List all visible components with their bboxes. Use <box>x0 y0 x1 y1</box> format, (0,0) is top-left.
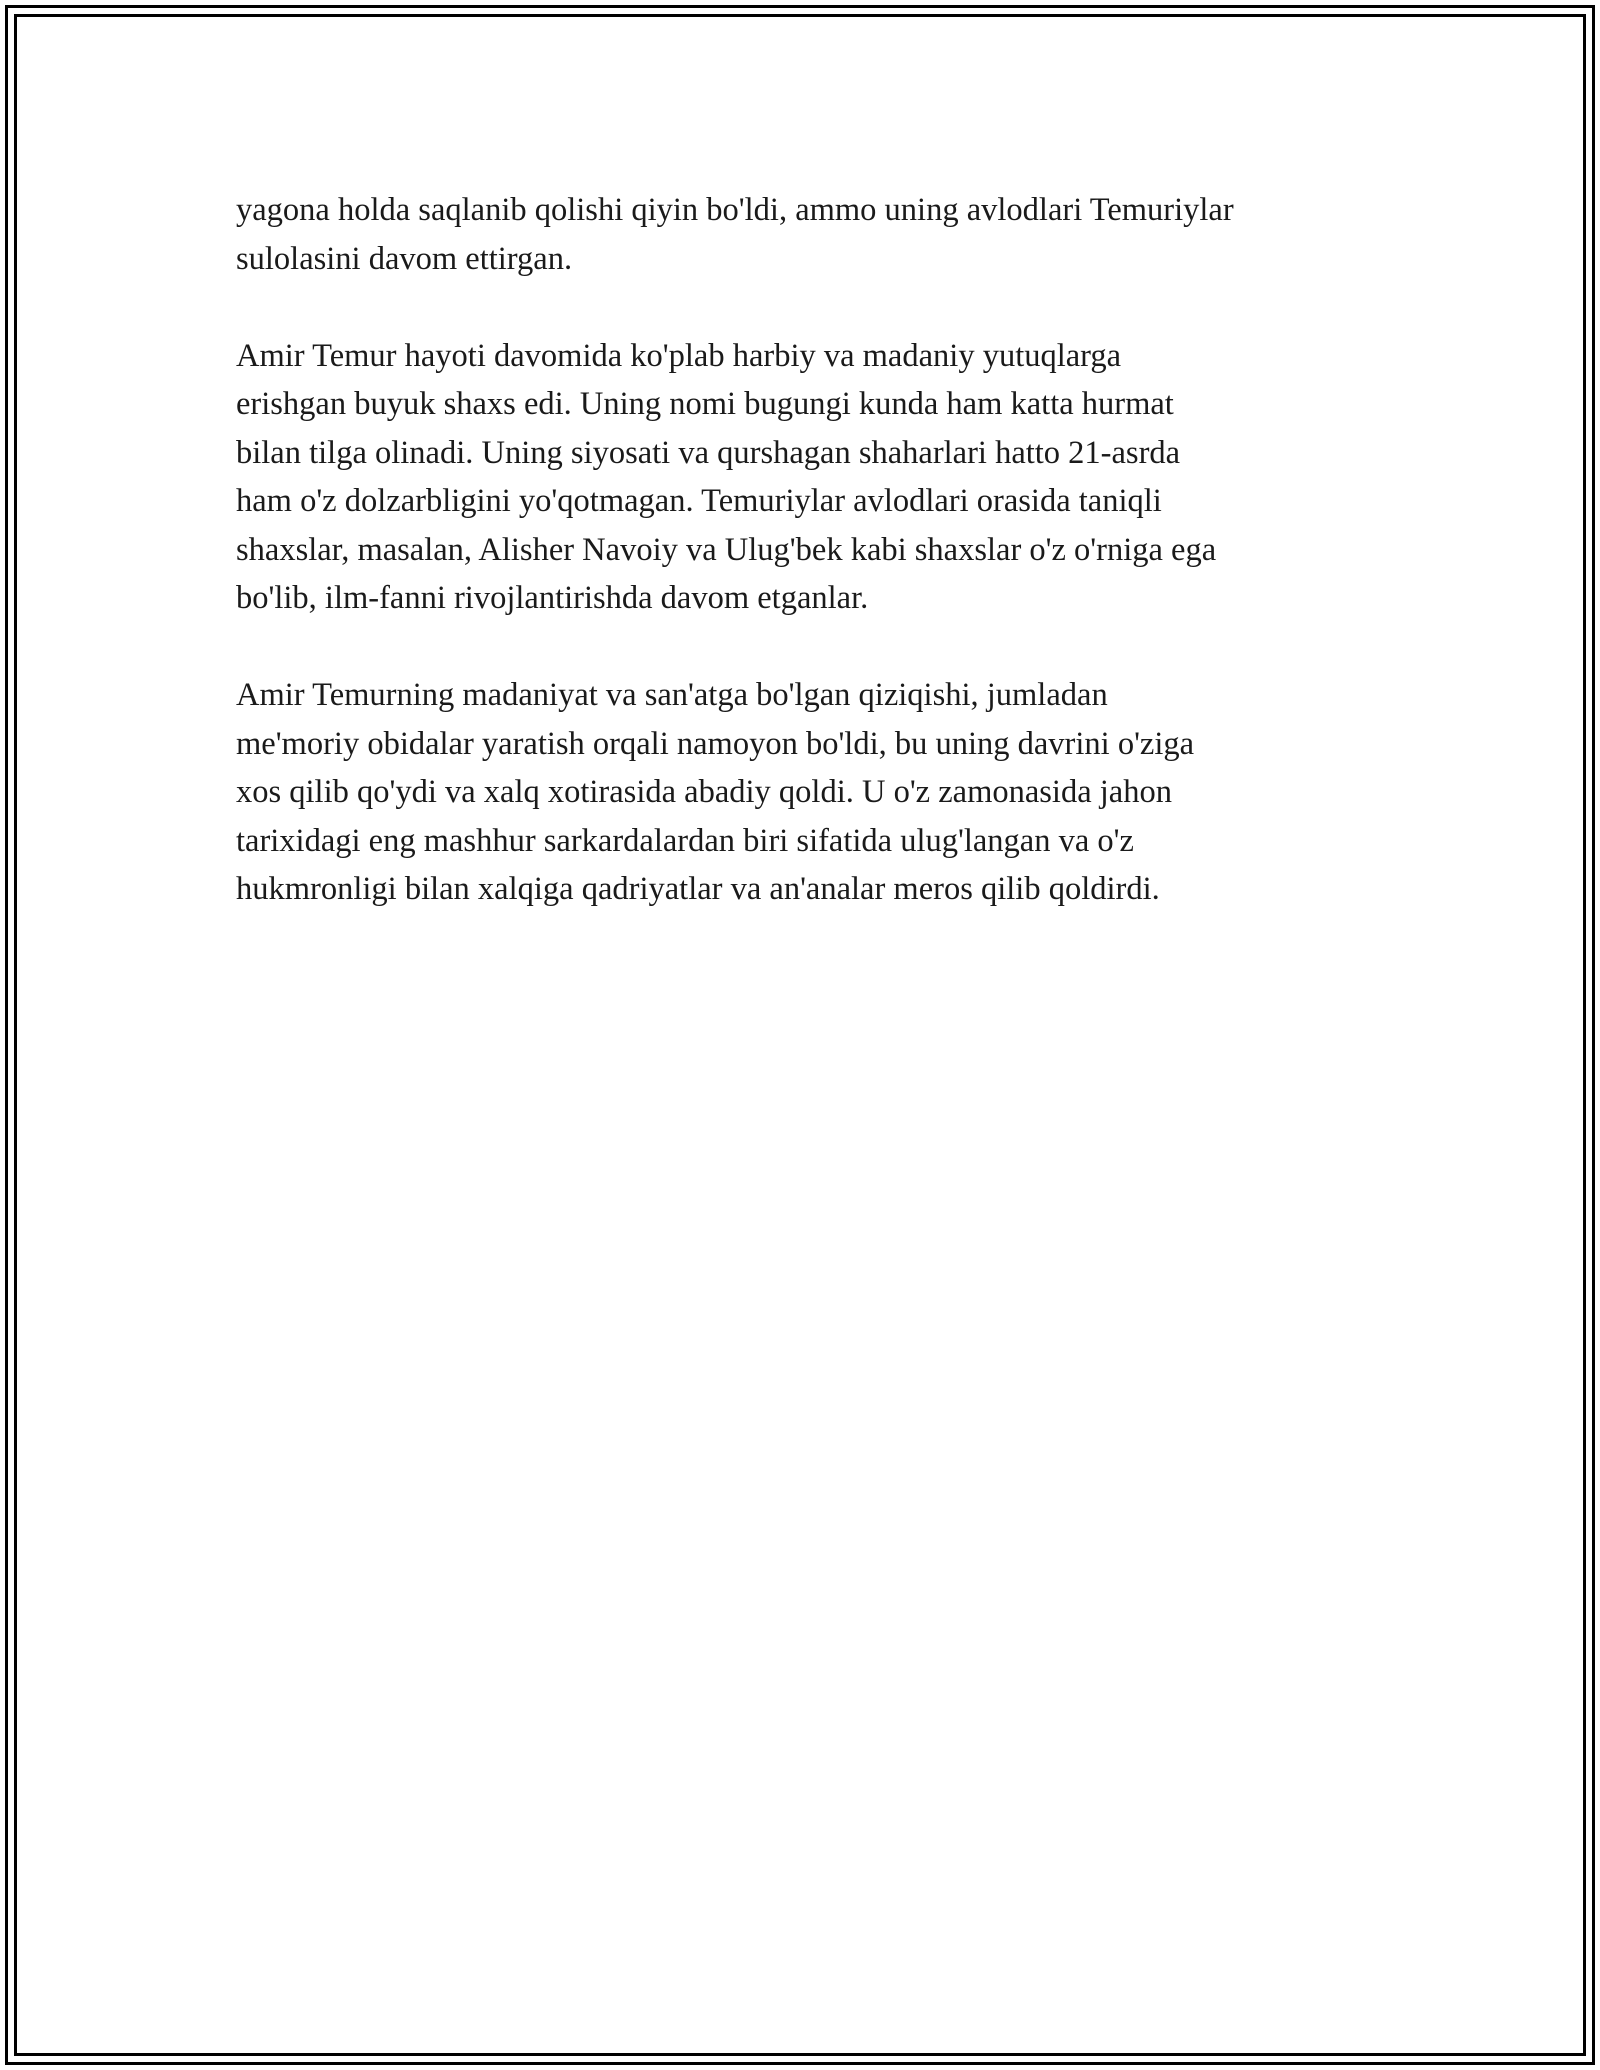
paragraph-2: Amir Temur hayoti davomida ko'plab harbiy va madaniy yutuqlarga erishgan buyuk shaxs edi. Uning nomi bugungi kunda ham katta hurmat bilan tilga olinadi. Uning siyosati va qurshagan shaharlari hatto 21-asrda ham o'z dolzarbligini yo'qotmagan. Temuriylar avlodlari orasida taniqli shaxslar, masalan, Alisher Navoiy va Ulug'bek kabi shaxslar o'z o'rniga ega bo'lib, ilm-fanni rivojlantirishda davom etganlar. <box>236 337 1217 616</box>
document-body <box>236 186 1416 962</box>
paragraph-3: Amir Temurning madaniyat va san'atga bo'lgan qiziqishi, jumladan me'moriy obidalar yaratish orqali namoyon bo'ldi, bu uning davrini o'ziga xos qilib qo'ydi va xalq xotirasida abadiy qoldi. U o'z zamonasida jahon tarixidagi eng mashhur sarkardalardan biri sifatida ulug'langan va o'z hukmronligi bilan xalqiga qadriyatlar va an'analar meros qilib qoldirdi. <box>236 677 1195 907</box>
paragraph-1: yagona holda saqlanib qolishi qiyin bo'ldi, ammo uning avlodlari Temuriylar sulolasini davom ettirgan. <box>236 192 1234 277</box>
